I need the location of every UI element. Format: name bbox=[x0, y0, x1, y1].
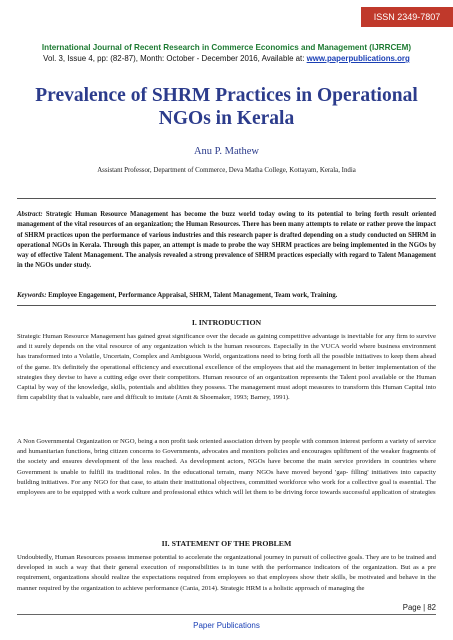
section-heading-problem: II. STATEMENT OF THE PROBLEM bbox=[161, 539, 292, 548]
abstract bbox=[17, 210, 436, 272]
author-affiliation: Assistant Professor, Department of Commerce, Deva Matha College, Kottayam, Kerala, India bbox=[97, 167, 356, 174]
paper-title: Prevalence of SHRM Practices in Operational NGOs in Kerala bbox=[35, 85, 418, 129]
section-heading-introduction: I. INTRODUCTION bbox=[191, 318, 262, 327]
journal-website-link[interactable]: www.paperpublications.org bbox=[306, 54, 410, 63]
problem-paragraph-1: Undoubtedly, Human Resources possess immense potential to accelerate the organizational journey in pursuit of collective goals. They are to be trained and developed in such a way that their general execution of responsibilities is in tune with the performance indicators of the organization. But as a pre requirement, organizations should realize the expectations required from employees so that employees show their skills, be motivated and behave in the manner required by the organization to achieve performance (Cania, 2014). Strategic HRM is a holistic approach of managing the bbox=[17, 554, 436, 592]
abstract-text: Strategic Human Resource Management has become the buzz world today owing to its potential to bring forth result oriented management of the vital resources of an organization; the Human Resources. There has been many attempts to relate or rather prove the impact of SHRM practices upon the performance of various industries and this research paper is drafted depending on a study conducted on SHRM in operational NGOs in Kerala. Through this paper, an attempt is made to probe the way SHRM practices are being implemented in the NGOs by way of effective Talent Management. The analysis revealed a strong prevalence of SHRM practices especially with regard to Talent Management in the NGOs under study. bbox=[17, 211, 436, 270]
page-number: Page | 82 bbox=[402, 603, 436, 612]
intro-paragraph-1: Strategic Human Resource Management has gained great significance over the decade as gaining competitive advantage is inevitable for any firm to survive and it surely depends on the vital resource of any organization which is the human resources. Especially in the VUCA world where business environment has transformed into a Volatile, Uncertain, Complex and Ambiguous World, organizations need to bring forth all the possible initiatives to keep them ahead of the game. It's definitely the operational efficiency and executional excellence of the employees that aid the management in better implementation of the strategies they devise to have a cutting edge over their competitors. Human resource of an organization represents the Talent pool available or the Human Capital by way of the knowledge, skills, potentials and abilities they possess. The management must adopt measures to transform this Human Capital into firm capability that is valuable, rare and difficult to imitate (Amit & Shoemaker, 1993; Barney, 1991). bbox=[17, 333, 436, 402]
journal-name: International Journal of Recent Research in Commerce Economics and Management (IJRRCEM) bbox=[41, 43, 412, 52]
footer-rule bbox=[17, 614, 436, 615]
keywords bbox=[17, 291, 436, 301]
journal-volume-line bbox=[0, 53, 453, 64]
abstract-bottom-rule bbox=[17, 305, 436, 306]
author-name: Anu P. Mathew bbox=[193, 146, 260, 157]
abstract-top-rule bbox=[17, 198, 436, 199]
keywords-text: Employee Engagement, Performance Appraisal, SHRM, Talent Management, Team work, Training. bbox=[46, 292, 338, 299]
keywords-label: Keywords: bbox=[17, 292, 47, 299]
issn-badge: ISSN 2349-7807 bbox=[361, 7, 453, 27]
abstract-label: Abstract: bbox=[17, 211, 43, 218]
journal-header bbox=[0, 42, 453, 64]
intro-paragraph-2: A Non Governmental Organization or NGO, being a non profit task oriented association driven by people with common interest perform a variety of service and humanitarian functions, bring citizen concerns to Governments, advocates and monitors policies and encourages upliftment of the weaker fragments of the society and ensures development of the less reached. As development actors, NGOs have become the main service providers in countries where Government is unable to fulfill its traditional roles. In the educational terrain, many NGOs have moved beyond 'gap- filling' initiatives into capacity building initiatives. For any NGO for that case, to attain their institutional objectives, committed workforce who work for a collective goal is essential. The employees are to be equipped with a work culture and professional ethics which will let them to be driving force towards successful application of strategies bbox=[17, 438, 436, 497]
publisher-footer[interactable]: Paper Publications bbox=[193, 621, 260, 630]
volume-text: Vol. 3, Issue 4, pp: (82-87), Month: October - December 2016, Available at: bbox=[43, 54, 307, 63]
